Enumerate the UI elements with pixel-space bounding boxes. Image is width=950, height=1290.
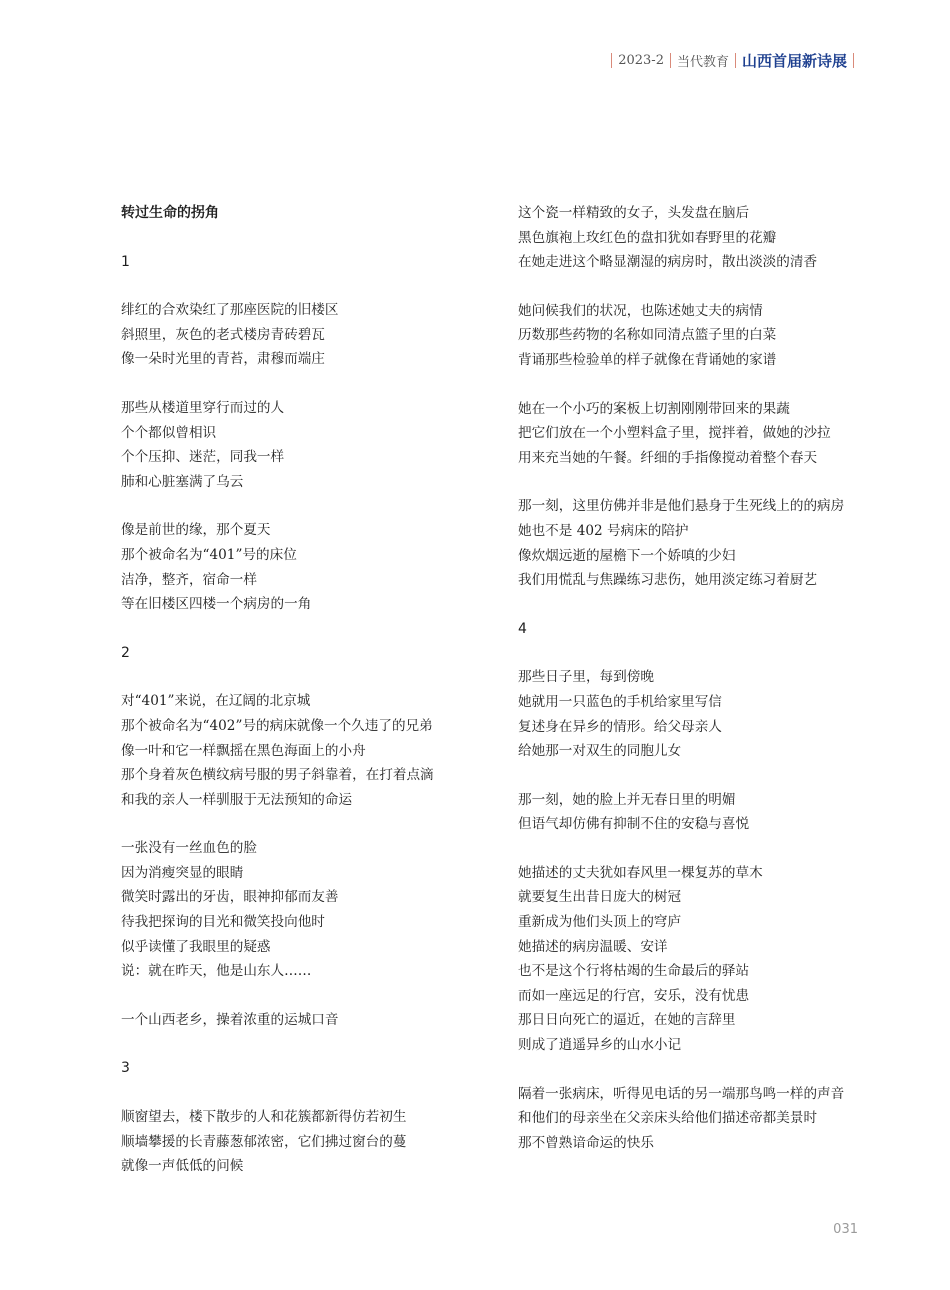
poem-line: 但语气却仿佛有抑制不住的安稳与喜悦 [518, 816, 750, 833]
stanza [518, 201, 908, 275]
poem-line: 因为消瘦突显的眼睛 [121, 864, 244, 881]
poem-line: 重新成为他们头顶上的穹庐 [518, 914, 682, 931]
poem-line: 我们用慌乱与焦躁练习悲伤，她用淡定练习着厨艺 [518, 572, 818, 589]
poem-line: 个个压抑、迷茫，同我一样 [121, 449, 285, 466]
poem-line: 一张没有一丝血色的脸 [121, 840, 257, 857]
poem-line: 等在旧楼区四楼一个病房的一角 [121, 596, 312, 613]
stanza [121, 689, 511, 812]
poem-line: 黑色旗袍上玫红色的盘扣犹如春野里的花瓣 [518, 229, 777, 246]
poem-line: 她也不是 402 号病床的陪护 [518, 522, 689, 539]
stanza [518, 788, 908, 837]
poem-line: 把它们放在一个小塑料盒子里，搅拌着，做她的沙拉 [518, 425, 831, 442]
poem-line: 那个被命名为“401”号的床位 [121, 546, 297, 563]
poem-line: 在她走进这个略显潮湿的病房时，散出淡淡的清香 [518, 254, 818, 271]
stanza [121, 518, 511, 616]
poem-line: 她问候我们的状况，也陈述她丈夫的病情 [518, 302, 763, 319]
stanza [518, 397, 908, 471]
poem-line: 这个瓷一样精致的女子，头发盘在脑后 [518, 205, 750, 221]
poem-line: 绯红的合欢染红了那座医院的旧楼区 [121, 302, 339, 319]
poem-line: 则成了逍遥异乡的山水小记 [518, 1037, 682, 1054]
poem-line: 她在一个小巧的案板上切割刚刚带回来的果蔬 [518, 400, 790, 417]
magazine-name: 当代教育 [676, 55, 729, 70]
stanza [121, 298, 511, 372]
poem-line: 斜照里，灰色的老式楼房青砖碧瓦 [121, 326, 325, 343]
stanza [518, 494, 908, 592]
stanza [518, 861, 908, 1058]
poem-line: 那不曾熟谙命运的快乐 [518, 1134, 654, 1151]
header-divider [853, 53, 854, 68]
poem-line: 就像一声低低的问候 [121, 1158, 244, 1175]
poem-line: 那些日子里，每到傍晚 [518, 669, 654, 686]
stanza [518, 299, 908, 373]
poem-line: 顺窗望去，楼下散步的人和花簇都新得仿若初生 [121, 1109, 407, 1126]
header-divider [735, 53, 736, 68]
poem-line: 那日日向死亡的逼近，在她的言辞里 [518, 1012, 736, 1029]
poem-line: 给她那一对双生的同胞儿女 [518, 743, 682, 760]
stanza [121, 396, 511, 494]
poem-line: 似乎读懂了我眼里的疑惑 [121, 938, 271, 955]
stanza [121, 1105, 511, 1179]
poem-line: 那个被命名为“402”号的病床就像一个久违了的兄弟 [121, 717, 433, 734]
poem-line: 顺墙攀援的长青藤葱郁浓密，它们拂过窗台的蔓 [121, 1133, 407, 1150]
section-number: 2 [121, 644, 130, 661]
poem-line: 一个山西老乡，操着浓重的运城口音 [121, 1011, 339, 1028]
poem-line: 和我的亲人一样驯服于无法预知的命运 [121, 791, 353, 808]
running-header [605, 50, 860, 71]
section-number: 3 [121, 1060, 130, 1077]
section-number: 1 [121, 253, 130, 270]
poem-line: 说：就在昨天，他是山东人…… [121, 963, 312, 980]
header-divider [670, 53, 671, 68]
header-divider [611, 53, 612, 68]
poem-line: 像一叶和它一样飘摇在黑色海面上的小舟 [121, 742, 366, 759]
stanza [518, 665, 908, 763]
poem-line: 像炊烟远逝的屋檐下一个娇嗔的少妇 [518, 547, 736, 564]
column-name: 山西首届新诗展 [741, 52, 847, 70]
poem-line: 背诵那些检验单的样子就像在背诵她的家谱 [518, 351, 777, 368]
poem-title: 转过生命的拐角 [121, 205, 219, 221]
stanza [121, 836, 511, 984]
right-column [518, 201, 908, 1179]
section-number: 4 [518, 620, 527, 637]
poem-line: 就要复生出昔日庞大的树冠 [518, 889, 682, 906]
page-number: 031 [833, 1222, 858, 1237]
poem-line: 和他们的母亲坐在父亲床头给他们描述帝都美景时 [518, 1110, 818, 1127]
stanza [121, 1008, 511, 1033]
poem-line: 复述身在异乡的情形。给父母亲人 [518, 718, 722, 735]
poem-line: 也不是这个行将枯竭的生命最后的驿站 [518, 963, 750, 980]
poem-line: 微笑时露出的牙齿，眼神抑郁而友善 [121, 889, 339, 906]
poem-line: 她描述的丈夫犹如春风里一棵复苏的草木 [518, 864, 763, 881]
poem-line: 肺和心脏塞满了乌云 [121, 473, 244, 490]
poem-line: 那一刻，这里仿佛并非是他们悬身于生死线上的的病房 [518, 498, 845, 515]
poem-line: 个个都似曾相识 [121, 424, 217, 441]
issue-number: 2023-2 [618, 53, 664, 68]
poem-line: 她就用一只蓝色的手机给家里写信 [518, 693, 722, 710]
poem-line: 洁净，整齐，宿命一样 [121, 571, 257, 588]
poem-line: 历数那些药物的名称如同清点篮子里的白菜 [518, 327, 777, 344]
poem-line: 而如一座远足的行宫，安乐，没有忧患 [518, 987, 750, 1004]
left-column [121, 201, 511, 1203]
poem-line: 对“401”来说，在辽阔的北京城 [121, 693, 311, 710]
poem-line: 像是前世的缘，那个夏天 [121, 522, 271, 539]
poem-line: 隔着一张病床，听得见电话的另一端那鸟鸣一样的声音 [518, 1085, 845, 1102]
poem-line: 她描述的病房温暖、安详 [518, 938, 668, 955]
poem-line: 那一刻，她的脸上并无春日里的明媚 [518, 791, 736, 808]
poem-line: 像一朵时光里的青苔，肃穆而端庄 [121, 351, 325, 368]
poem-line: 那个身着灰色横纹病号服的男子斜靠着，在打着点滴 [121, 767, 434, 784]
poem-line: 那些从楼道里穿行而过的人 [121, 399, 285, 416]
poem-line: 待我把探询的目光和微笑投向他时 [121, 914, 325, 931]
stanza [518, 1082, 908, 1156]
poem-line: 用来充当她的午餐。纤细的手指像搅动着整个春天 [518, 449, 818, 466]
